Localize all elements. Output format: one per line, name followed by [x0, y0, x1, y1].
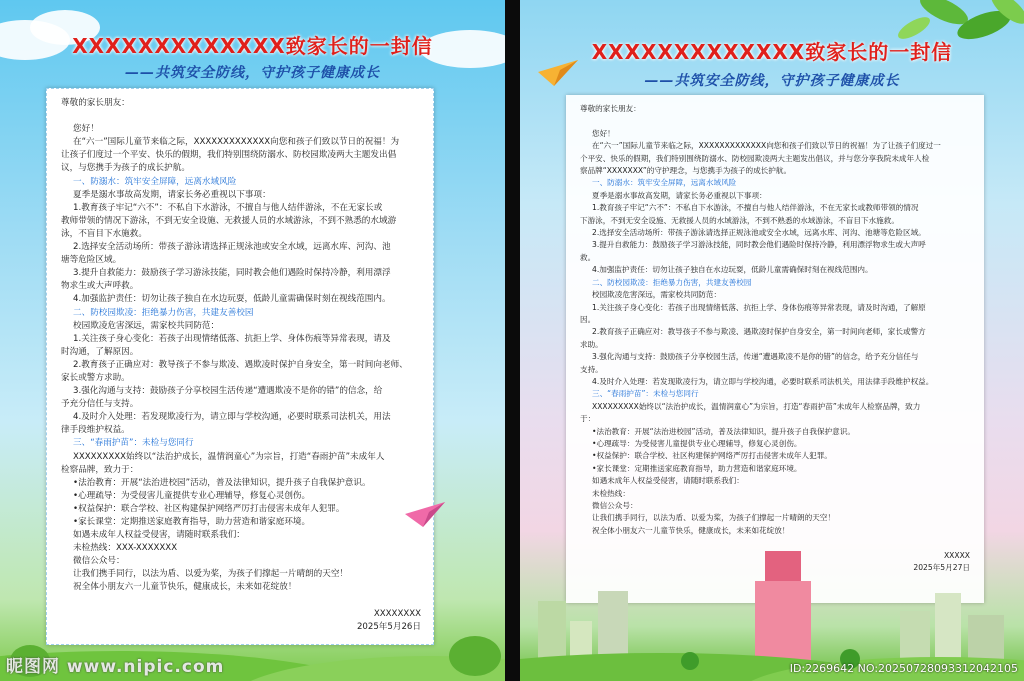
letter-line: 夏季是溺水事故高发期，请家长务必重视以下事项：	[73, 189, 271, 200]
letter-line: 您好！	[73, 124, 99, 135]
school-tower	[765, 551, 801, 581]
letter-line: •心理疏导：为受侵害儿童提供专业心理辅导，修复心灵创伤。	[73, 490, 311, 501]
letter-paper	[46, 88, 434, 645]
letter-line: 下游泳，不到无安全设施、无救援人员的水域游泳，不到不熟悉的水域游泳，不盲目下水施救。	[580, 215, 899, 225]
letter-line: 三、“春雨护苗”：未检与您同行	[592, 389, 699, 399]
letter-line: 2.教育孩子正确应对：教导孩子不参与欺凌、遇欺凌时保护自身安全，第一时间向老师、	[73, 359, 408, 370]
letter-line: XXXXXXXXX始终以“法治护成长，温情润童心”为宗旨，打造“春雨护苗”未成年人	[73, 451, 385, 462]
letter-line: 祝全体小朋友六一儿童节快乐，健康成长，未来如花绽放！	[592, 525, 790, 535]
letter-line: 如遇未成年人权益受侵害，请随时联系我们：	[73, 530, 245, 541]
letter-line: 一、防溺水：筑牢安全屏障，远离水域风险	[592, 178, 737, 188]
letter-line: •法治教育：开展“法治进校园”活动，普及法律知识，提升孩子自我保护意识。	[73, 477, 371, 488]
letter-line: 予充分信任与支持。	[61, 399, 139, 410]
letter-line: 3.强化沟通与支持：鼓励孩子分享校园生活传递“遭遇欺凌不是你的错”的信念，给	[73, 386, 383, 397]
letter-line: 议，与您携手为孩子的成长护航。	[61, 163, 190, 174]
letter-line: 2.选择安全活动场所：带孩子游泳请选择正规泳池或安全水域，远离水库、河沟、池	[73, 242, 391, 253]
page-subtitle: ——共筑安全防线，守护孩子健康成长	[644, 73, 900, 89]
letter-line: 3.强化沟通与支持：鼓励孩子分享校园生活，传递“遭遇欺凌不是你的错”的信念，给予充分信任与	[592, 352, 919, 362]
watermark: 昵图网 www.nipic.com	[6, 657, 225, 677]
letter-line: 让孩子们度过一个平安、快乐的假期，我们特别围绕防溺水、防校园欺凌两大主题发出倡	[61, 150, 397, 161]
letter-body	[580, 103, 970, 574]
letter-line: •心理疏导：为受侵害儿童提供专业心理辅导，修复心灵创伤。	[592, 438, 802, 448]
letter-line: 微信公众号：	[73, 556, 125, 567]
letter-line	[580, 115, 970, 127]
letter-line: 4.及时介入处理：若发现欺凌行为，请立即与学校沟通，必要时联系司法机关，用法	[73, 412, 391, 423]
letter-line: 未检热线：XXX-XXXXXXX	[73, 543, 178, 554]
letter-line: •家长课堂：定期推送家庭教育指导，助力营造和谐家庭环境。	[592, 463, 802, 473]
right-poster	[520, 0, 1024, 681]
letter-line: 塘等危险区域。	[61, 255, 122, 266]
letter-line: 律手段维护权益。	[61, 425, 130, 436]
letter-line: 校园欺凌危害深远，需家校共同防范：	[592, 290, 722, 300]
letter-line: 微信公众号：	[592, 501, 638, 510]
letter-line: 2.教育孩子正确应对：教导孩子不参与欺凌、遇欺凌时保护自身安全，第一时间向老师，家长或警方	[592, 327, 926, 337]
paper-plane-icon	[538, 60, 578, 86]
image-id: ID:2269642 NO:20250728093312042105	[789, 662, 1018, 675]
letter-line: 检察品牌，致力于：	[61, 464, 139, 475]
letter-line	[580, 537, 970, 549]
letter-line: 在“六一”国际儿童节来临之际，XXXXXXXXXXXXX向您和孩子们致以节日的祝福！为了让孩子们度过一	[592, 141, 941, 151]
page-subtitle: ——共筑安全防线，守护孩子健康成长	[125, 65, 380, 81]
letter-line: 物求生或大声呼救。	[61, 281, 139, 292]
letter-line: •权益保护：联合学校、社区构建保护网络严厉打击侵害未成年人犯罪。	[592, 451, 832, 461]
left-poster	[0, 0, 505, 681]
letter-line: XXXXXXXXX始终以“法治护成长，温情润童心”为宗旨，打造“春雨护苗”未成年人检察品牌，致力	[592, 401, 921, 411]
letter-line: 支持。	[580, 364, 603, 374]
letter-line: 1.关注孩子身心变化：若孩子出现情绪低落、抗拒上学、身体伤痕等异常表现，请及时沟通，了解原	[592, 302, 926, 312]
letter-body	[61, 97, 421, 634]
letter-line: 二、防校园欺凌：拒绝暴力伤害，共建友善校园	[592, 277, 752, 287]
letter-line	[61, 110, 421, 123]
letter-line: 尊敬的家长朋友：	[61, 98, 130, 108]
letter-line: 泳，不盲目下水施救。	[61, 228, 147, 239]
letter-line: 求助。	[580, 339, 603, 349]
letter-line: 于：	[580, 414, 596, 424]
letter-line: 4.及时介入处理：若发现欺凌行为，请立即与学校沟通，必要时联系司法机关，用法律手段维护权益。	[592, 376, 934, 386]
letter-line: 个平安、快乐的假期，我们特别围绕防溺水、防校园欺凌两大主题发出倡议，并与您分享我院未成年人检	[580, 153, 930, 163]
letter-line: 一、防溺水：筑牢安全屏障，远离水域风险	[73, 176, 237, 187]
letter-line: 教师带领的情况下游泳，不到无安全设施、无救援人员的水域游泳，不到不熟悉的水域游	[61, 215, 397, 226]
letter-line: 您好！	[592, 128, 615, 138]
letter-line: 夏季是溺水事故高发期，请家长务必重视以下事项：	[592, 190, 767, 200]
letter-line: 家长或警方求助。	[61, 372, 130, 383]
letter-line: 在“六一”国际儿童节来临之际，XXXXXXXXXXXXX向您和孩子们致以节日的祝福！为	[73, 137, 400, 148]
letter-line: 4.加强监护责任：切勿让孩子独自在水边玩耍，低龄儿童需确保时刻在视线范围内。	[592, 265, 873, 275]
letter-line: 如遇未成年人权益受侵害，请随时联系我们：	[592, 476, 744, 486]
letter-line: 祝全体小朋友六一儿童节快乐，健康成长，未来如花绽放！	[73, 582, 297, 593]
letter-line: 2025年5月26日	[356, 621, 421, 632]
letter-line: 1.教育孩子牢记“六不”：不私自下水游泳，不擅自与他人结伴游泳，不在无家长或教师带领的情况	[592, 203, 919, 213]
letter-line: 4.加强监护责任：切勿让孩子独自在水边玩耍，低龄儿童需确保时刻在视线范围内。	[73, 294, 391, 305]
letter-line: 1.教育孩子牢记“六不”：不私自下水游泳，不擅自与他人结伴游泳，不在无家长或	[73, 202, 383, 213]
letter-line	[61, 595, 421, 608]
letter-line: XXXXXXXX	[373, 608, 421, 619]
letter-line: •权益保护：联合学校、社区构建保护网络严厉打击侵害未成年人犯罪。	[73, 503, 345, 514]
letter-line: 3.提升自救能力：鼓励孩子学习游泳技能，同时教会他们遇险时保持冷静，利用漂浮物求生或大声呼	[592, 240, 926, 250]
letter-line: 尊敬的家长朋友：	[580, 104, 641, 113]
letter-line: 因。	[580, 314, 596, 324]
letter-line: 时沟通，了解原因。	[61, 346, 139, 357]
letter-line: 救。	[580, 252, 596, 262]
letter-line: 2025年5月27日	[913, 563, 970, 573]
letter-line: •家长课堂：定期推送家庭教育指导，助力营造和谐家庭环境。	[73, 517, 311, 527]
letter-line: 察品牌“XXXXXXX”的守护理念，与您携手为孩子的成长护航。	[580, 166, 792, 176]
letter-line: 未检热线：	[592, 488, 630, 498]
letter-line: 3.提升自救能力：鼓励孩子学习游泳技能，同时教会他们遇险时保持冷静，利用漂浮	[73, 268, 391, 279]
letter-line: 校园欺凌危害深远，需家校共同防范：	[73, 320, 220, 331]
letter-paper	[566, 95, 984, 603]
letter-line: 1.关注孩子身心变化：若孩子出现情绪低落、抗拒上学、身体伤痕等异常表现，请及	[73, 333, 391, 344]
letter-line: 2.选择安全活动场所：带孩子游泳请选择正规泳池或安全水域，远离水库、河沟、池塘等危险区域。	[592, 228, 926, 238]
page-title: XXXXXXXXXXXXX致家长的一封信	[591, 40, 953, 64]
letter-line: 让我们携手同行，以法为盾、以爱为桨，为孩子们撑起一片晴朗的天空！	[592, 513, 835, 523]
letter-line: •法治教育：开展“法治进校园”活动，普及法律知识，提升孩子自我保护意识。	[592, 426, 855, 436]
letter-line: 三、“春雨护苗”：未检与您同行	[73, 438, 194, 449]
page-title: XXXXXXXXXXXXX致家长的一封信	[72, 34, 433, 58]
letter-line: 二、防校园欺凌：拒绝暴力伤害，共建友善校园	[73, 307, 254, 318]
letter-line: 让我们携手同行，以法为盾、以爱为桨，为孩子们撑起一片晴朗的天空！	[73, 569, 349, 580]
letter-line: XXXXX	[943, 550, 970, 560]
paper-plane-icon	[405, 500, 445, 528]
